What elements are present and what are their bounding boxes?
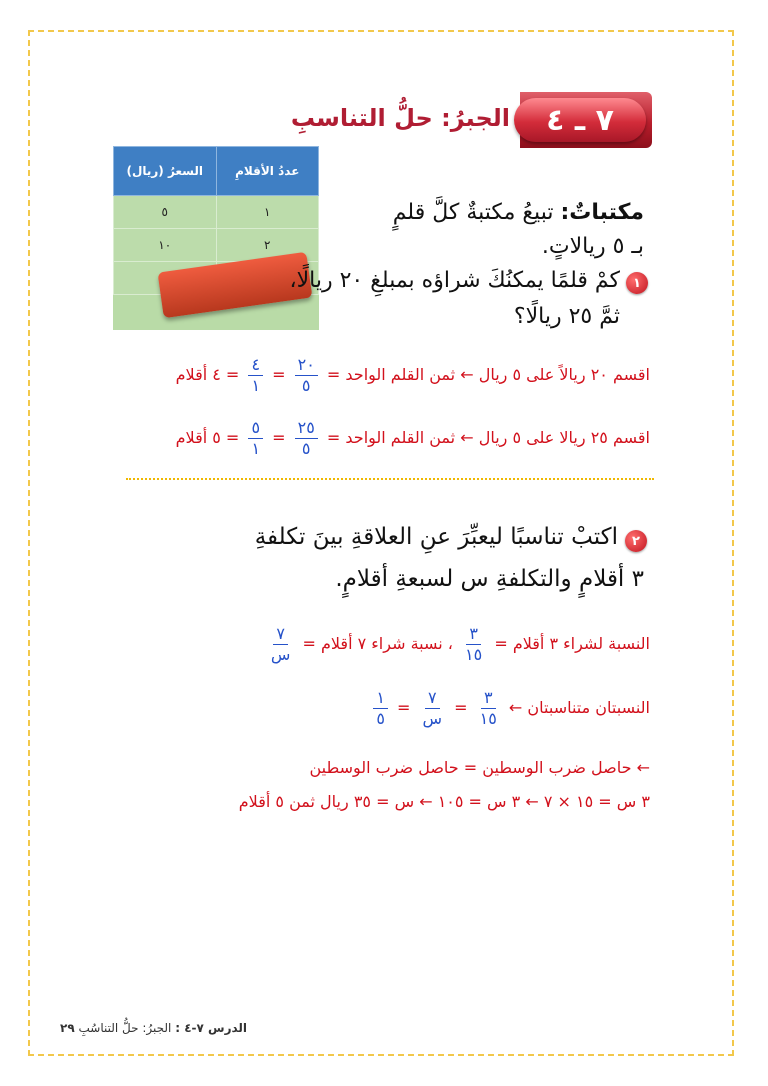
- solution-text: اقسم ٢٥ ريالا على ٥ ريال ← ثمن القلم الواحد =: [326, 428, 650, 447]
- fraction: [268, 624, 294, 665]
- fraction: [248, 355, 263, 396]
- question-1-badge: ١: [626, 272, 648, 294]
- question-2-line-2: ٣ أقلامٍ والتكلفةِ س لسبعةِ أقلامٍ.: [335, 566, 644, 592]
- footer-lesson: الدرس ٧-٤ :: [175, 1021, 248, 1035]
- section-divider: [126, 478, 654, 480]
- fraction-denominator: ١: [251, 376, 261, 395]
- solution-2-final: ٣ س = ١٥ × ٧ ← ٣ س = ١٠٥ ← س = ٣٥ ريال ثمن ٥ أقلام: [238, 792, 650, 811]
- fraction-denominator: ٥: [376, 709, 385, 728]
- fraction-numerator: ٢٠: [295, 355, 318, 376]
- fraction-denominator: س: [270, 645, 291, 664]
- header-pencil-count: عددُ الأقلامِ: [216, 147, 319, 196]
- table-cell: ٥: [114, 196, 217, 229]
- question-1-line-1: كمْ قلمًا يمكنُكَ شراؤه بمبلغِ ٢٠ ريالًا،: [289, 268, 620, 293]
- solution-text: ، نسبة شراء ٧ أقلام =: [302, 634, 453, 653]
- fraction-numerator: ٢٥: [295, 418, 318, 439]
- fraction-denominator: ٥: [301, 376, 311, 395]
- problem-topic: مكتباتٌ:: [560, 200, 644, 225]
- fraction: [295, 355, 318, 396]
- table-cell: ١: [216, 196, 319, 229]
- equals-sign: =: [272, 428, 286, 447]
- solution-1-line-b: [176, 418, 650, 459]
- question-2-badge: ٢: [625, 530, 647, 552]
- lesson-title: الجبرُ: حلُّ التناسبِ: [290, 104, 510, 132]
- fraction-denominator: ١٥: [465, 645, 483, 664]
- question-1-line-2: ثمَّ ٢٥ ريالًا؟: [513, 304, 620, 329]
- solution-2-cross-multiply: ← حاصل ضرب الوسطين = حاصل ضرب الوسطين: [309, 758, 650, 777]
- table-cell: ١٠: [114, 229, 217, 262]
- page-number: ٢٩: [60, 1021, 75, 1035]
- problem-statement: تبيعُ مكتبةٌ كلَّ قلمٍ: [392, 200, 554, 225]
- equals-sign: =: [272, 365, 286, 384]
- footer-title: الجبرُ: حلُّ التناسُبِ: [78, 1021, 172, 1035]
- solution-1-line-a: [176, 355, 650, 396]
- fraction: [373, 688, 388, 729]
- fraction: [295, 418, 318, 459]
- fraction-denominator: ١٥: [479, 709, 497, 728]
- lesson-number-badge: ٧ ـ ٤: [514, 98, 646, 142]
- fraction-numerator: ٤: [248, 355, 263, 376]
- solution-text: النسبتان متناسبتان ←: [508, 698, 650, 717]
- problem-line-2: بـ ٥ ريالاتٍ.: [541, 234, 644, 259]
- solution-2-ratio-line: [264, 624, 650, 665]
- fraction: [248, 418, 263, 459]
- fraction-denominator: ٥: [301, 439, 311, 458]
- page-footer: [60, 1021, 247, 1035]
- question-2-line-1: اكتبْ تناسبًا ليعبِّرَ عنِ العلاقةِ بينَ تكلفةِ: [254, 524, 618, 550]
- table-row: [114, 196, 319, 229]
- fraction-numerator: ٣: [466, 624, 481, 645]
- fraction-denominator: س: [422, 709, 443, 728]
- fraction-numerator: ٣: [481, 688, 496, 709]
- solution-text: النسبة لشراء ٣ أقلام =: [494, 634, 650, 653]
- solution-text: اقسم ٢٠ ريالاً على ٥ ريال ← ثمن القلم الواحد =: [326, 365, 650, 384]
- fraction: [477, 688, 500, 729]
- problem-line-1: [393, 200, 644, 225]
- equals-sign: =: [397, 698, 411, 717]
- fraction: [462, 624, 485, 665]
- fraction-numerator: ٧: [425, 688, 440, 709]
- header-price: السعرُ (ريال): [114, 147, 217, 196]
- fraction-numerator: ١: [373, 688, 388, 709]
- solution-result: = ٥ أقلام: [175, 428, 240, 447]
- fraction: [420, 688, 446, 729]
- equals-sign: =: [454, 698, 468, 717]
- fraction-denominator: ١: [251, 439, 261, 458]
- solution-result: = ٤ أقلام: [175, 365, 240, 384]
- solution-2-proportion-line: [369, 688, 650, 729]
- table-cell: ٢: [216, 229, 319, 262]
- fraction-numerator: ٧: [273, 624, 288, 645]
- fraction-numerator: ٥: [248, 418, 263, 439]
